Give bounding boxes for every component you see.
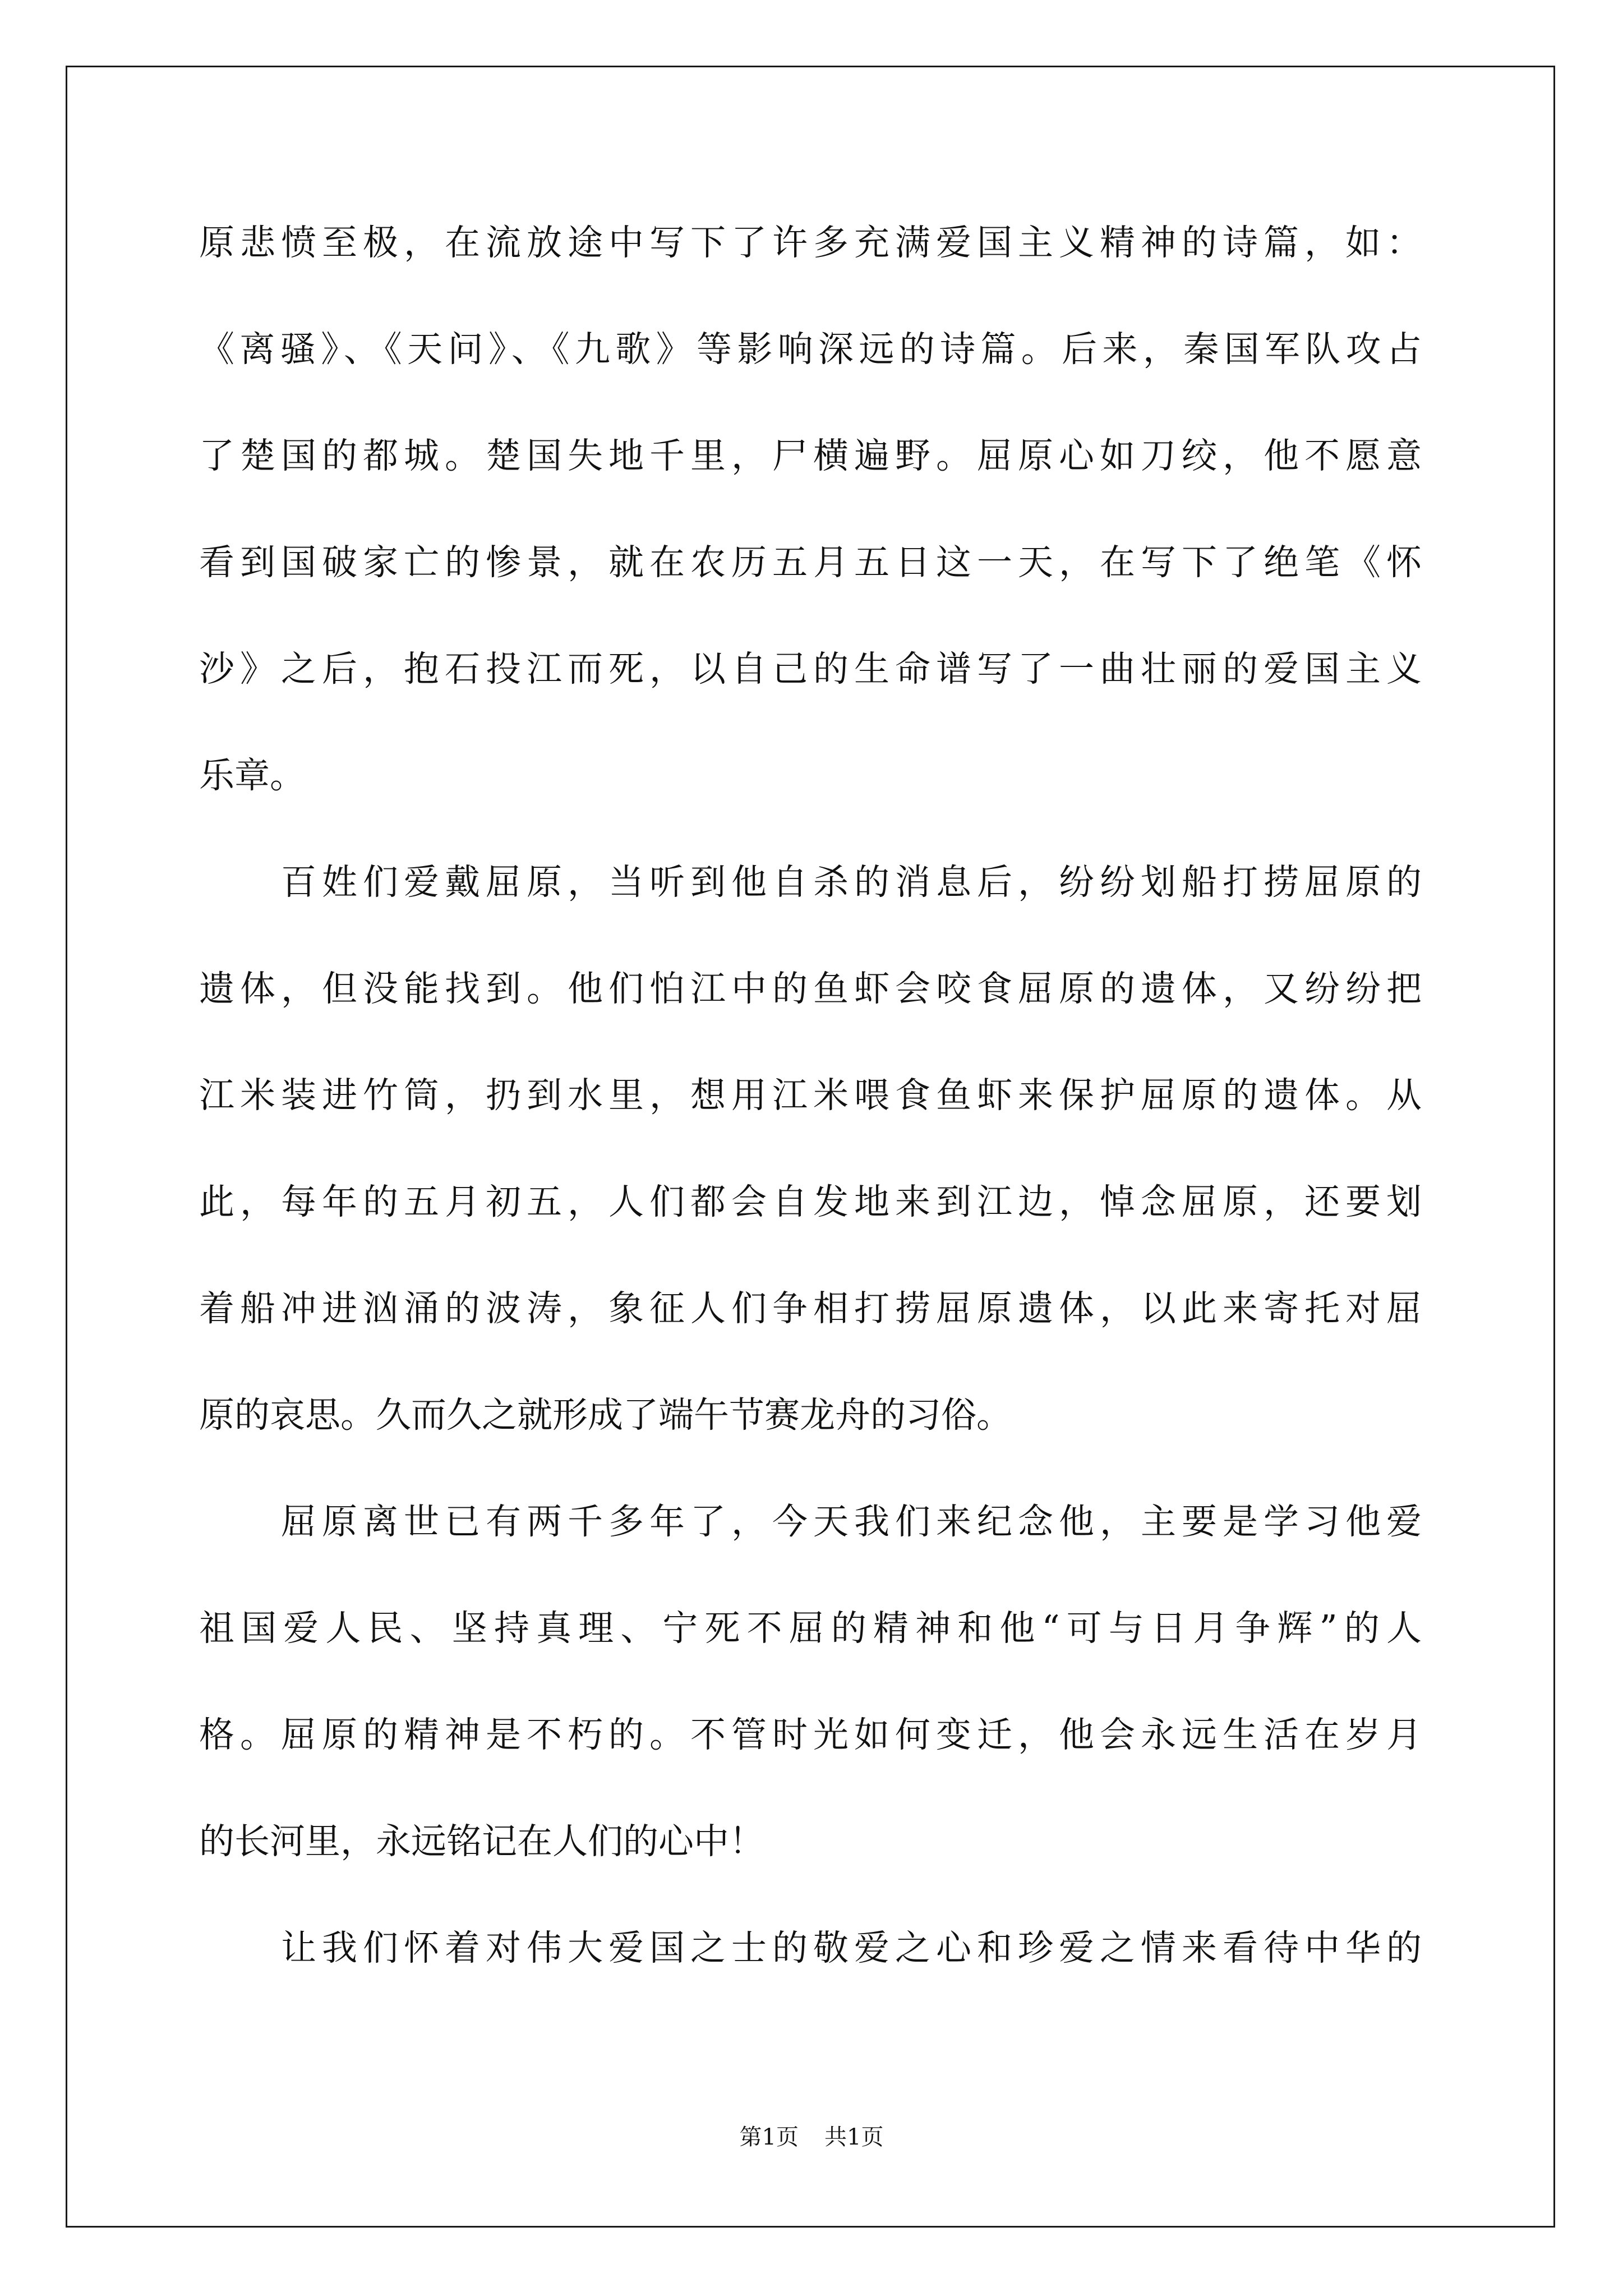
- text-line: 了楚国的都城。楚国失地千里，尸横遍野。屈原心如刀绞，他不愿意: [199, 435, 1422, 476]
- text-line: 着船冲进汹涌的波涛，象征人们争相打捞屈原遗体，以此来寄托对屈: [199, 1288, 1422, 1329]
- text-line: 江米装进竹筒，扔到水里，想用江米喂食鱼虾来保护屈原的遗体。从: [199, 1075, 1422, 1116]
- paragraph-first-line: 让我们怀着对伟大爱国之士的敬爱之心和珍爱之情来看待中华的: [281, 1927, 1422, 1968]
- text-line: 遗体，但没能找到。他们怕江中的鱼虾会咬食屈原的遗体，又纷纷把: [199, 968, 1422, 1009]
- page-total: 共1页: [824, 2124, 884, 2150]
- text-line: 格。屈原的精神是不朽的。不管时光如何变迁，他会永远生活在岁月: [199, 1714, 1422, 1755]
- text-line: 的长河里，永远铭记在人们的心中！: [199, 1821, 764, 1862]
- page-border: [66, 66, 1555, 2228]
- text-line: 沙》之后，抱石投江而死，以自己的生命谱写了一曲壮丽的爱国主义: [199, 648, 1422, 689]
- text-line: 原悲愤至极，在流放途中写下了许多充满爱国主义精神的诗篇，如：: [199, 222, 1422, 263]
- text-line: 此，每年的五月初五，人们都会自发地来到江边，悼念屈原，还要划: [199, 1181, 1422, 1222]
- page-number: 第1页: [739, 2124, 799, 2150]
- paragraph-first-line: 屈原离世已有两千多年了，今天我们来纪念他，主要是学习他爱: [281, 1501, 1422, 1542]
- text-line: 祖国爱人民、坚持真理、宁死不屈的精神和他“可与日月争辉”的人: [199, 1608, 1422, 1649]
- text-line: 原的哀思。久而久之就形成了端午节赛龙舟的习俗。: [199, 1395, 1012, 1435]
- text-line: 《离骚》、《天问》、《九歌》等影响深远的诗篇。后来，秦国军队攻占: [199, 329, 1422, 370]
- text-line: 乐章。: [199, 755, 305, 796]
- page-footer: [0, 2123, 1623, 2151]
- paragraph-first-line: 百姓们爱戴屈原，当听到他自杀的消息后，纷纷划船打捞屈原的: [281, 862, 1422, 903]
- text-line: 看到国破家亡的惨景，就在农历五月五日这一天，在写下了绝笔《怀: [199, 542, 1422, 583]
